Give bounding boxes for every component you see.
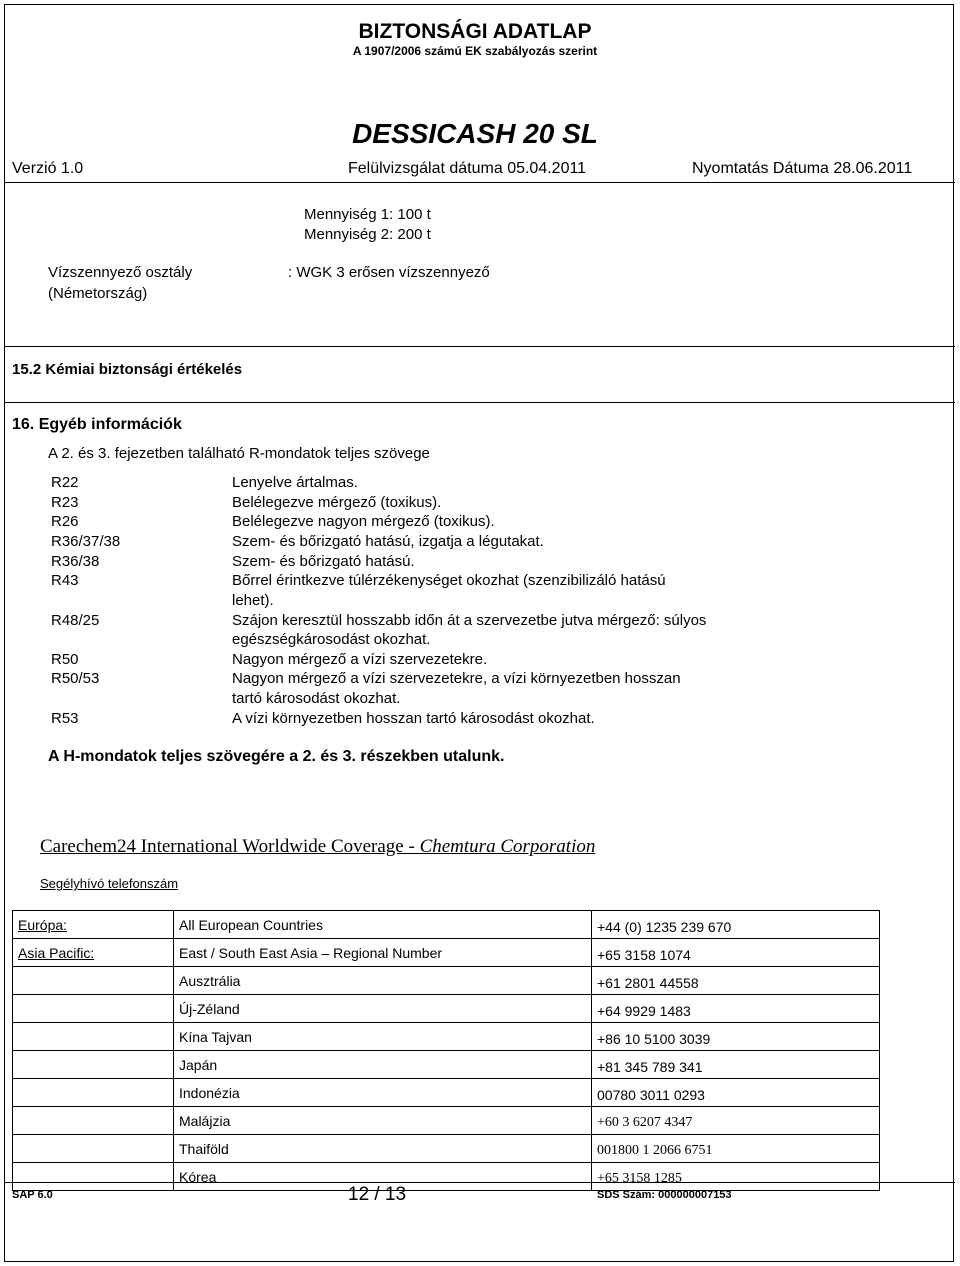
footer-page-number: 12 / 13: [348, 1184, 407, 1205]
region-cell: [13, 1107, 174, 1135]
section-15-2-heading: 15.2 Kémiai biztonsági értékelés: [12, 361, 243, 378]
table-row: [13, 967, 880, 995]
footer-sds-number: SDS Szám: 000000007153: [597, 1189, 732, 1201]
r-phrase-text: A vízi környezetben hosszan tartó károsodást okozhat.: [232, 710, 595, 727]
footer-sap-version: SAP 6.0: [12, 1189, 53, 1201]
phone-cell: 00780 3011 0293: [592, 1079, 880, 1107]
area-cell: Indonézia: [174, 1079, 592, 1107]
document-title: BIZTONSÁGI ADATLAP: [358, 20, 592, 43]
r-phrase-code: R53: [51, 710, 79, 727]
area-cell: All European Countries: [174, 911, 592, 939]
r-phrase-text: Belélegezve nagyon mérgező (toxikus).: [232, 513, 495, 530]
r-phrase-text: Bőrrel érintkezve túlérzékenységet okozhat (szenzibilizáló hatású: [232, 572, 666, 589]
r-phrase-code: R50/53: [51, 670, 100, 687]
area-cell: East / South East Asia – Regional Number: [174, 939, 592, 967]
r-phrase-text: Szájon keresztül hosszabb időn át a szervezetbe jutva mérgező: súlyos: [232, 612, 707, 629]
quantity-1: Mennyiség 1: 100 t: [304, 206, 431, 223]
r-phrase-text-continued: egészségkárosodást okozhat.: [232, 631, 431, 648]
r-phrase-text: Szem- és bőrizgató hatású.: [232, 553, 415, 570]
review-date: Felülvizsgálat dátuma 05.04.2011: [348, 160, 587, 177]
emergency-title-company: Chemtura Corporation: [419, 836, 596, 857]
product-name: DESSICASH 20 SL: [352, 118, 598, 149]
area-cell: Kína Tajvan: [174, 1023, 592, 1051]
phone-cell: +64 9929 1483: [592, 995, 880, 1023]
region-cell: Európa:: [13, 911, 174, 939]
region-cell: [13, 1079, 174, 1107]
r-phrase-code: R43: [51, 572, 79, 589]
table-row: [13, 995, 880, 1023]
r-phrase-text: Lenyelve ártalmas.: [232, 474, 358, 491]
phone-cell: +61 2801 44558: [592, 967, 880, 995]
region-cell: [13, 1051, 174, 1079]
table-row: [13, 1079, 880, 1107]
phone-cell: +44 (0) 1235 239 670: [592, 911, 880, 939]
r-phrase-text-continued: tartó károsodást okozhat.: [232, 690, 401, 707]
r-phrase-code: R22: [51, 474, 79, 491]
phone-cell: +65 3158 1285: [592, 1163, 880, 1191]
table-row: [13, 1023, 880, 1051]
area-cell: Kórea: [174, 1163, 592, 1191]
water-class-value: : WGK 3 erősen vízszennyező: [288, 264, 490, 281]
area-cell: Thaiföld: [174, 1135, 592, 1163]
region-cell: [13, 1135, 174, 1163]
region-cell: [13, 995, 174, 1023]
phone-cell: 001800 1 2066 6751: [592, 1135, 880, 1163]
water-class-label-line1: Vízszennyező osztály: [48, 264, 193, 281]
table-row: [13, 939, 880, 967]
phone-cell: +81 345 789 341: [592, 1051, 880, 1079]
table-row: [13, 1051, 880, 1079]
r-phrase-text: Nagyon mérgező a vízi szervezetekre, a vízi környezetben hosszan: [232, 670, 681, 687]
phone-cell: +60 3 6207 4347: [592, 1107, 880, 1135]
r-phrase-code: R50: [51, 651, 79, 668]
version-label: Verzió 1.0: [12, 160, 84, 177]
area-cell: Malájzia: [174, 1107, 592, 1135]
r-phrase-text: Szem- és bőrizgató hatású, izgatja a légutakat.: [232, 533, 544, 550]
document-subtitle: A 1907/2006 számú EK szabályozás szerint: [352, 44, 598, 58]
emergency-contacts-table: [12, 910, 880, 1191]
section-divider-16: [5, 402, 955, 403]
r-phrase-code: R23: [51, 494, 79, 511]
region-cell: [13, 1023, 174, 1051]
region-cell: Asia Pacific:: [13, 939, 174, 967]
water-class-label-line2: (Németország): [48, 285, 148, 302]
table-row: [13, 911, 880, 939]
phone-cell: +86 10 5100 3039: [592, 1023, 880, 1051]
emergency-title-main: Carechem24 International Worldwide Coverage -: [40, 836, 420, 857]
table-row: [13, 1163, 880, 1191]
phone-cell: +65 3158 1074: [592, 939, 880, 967]
r-phrase-text: Nagyon mérgező a vízi szervezetekre.: [232, 651, 488, 668]
emergency-title: [40, 836, 595, 858]
r-phrases-intro: A 2. és 3. fejezetben található R-mondatok teljes szövege: [48, 445, 430, 462]
r-phrase-code: R48/25: [51, 612, 100, 629]
quantity-2: Mennyiség 2: 200 t: [304, 226, 431, 243]
r-phrase-text: Belélegezve mérgező (toxikus).: [232, 494, 442, 511]
print-date: Nyomtatás Dátuma 28.06.2011: [692, 160, 913, 177]
r-phrase-code: R36/38: [51, 553, 100, 570]
section-16-heading: 16. Egyéb információk: [12, 416, 182, 433]
footer-divider: [5, 1182, 955, 1183]
area-cell: Japán: [174, 1051, 592, 1079]
emergency-phone-heading: Segélyhívó telefonszám: [40, 876, 179, 891]
h-statements-note: A H-mondatok teljes szövegére a 2. és 3. részekben utalunk.: [48, 748, 505, 765]
table-row: [13, 1107, 880, 1135]
area-cell: Új-Zéland: [174, 995, 592, 1023]
area-cell: Ausztrália: [174, 967, 592, 995]
section-divider-15-2: [5, 346, 955, 347]
r-phrase-code: R36/37/38: [51, 533, 121, 550]
header-divider: [5, 182, 955, 183]
r-phrase-text-continued: lehet).: [232, 592, 274, 609]
region-cell: [13, 967, 174, 995]
table-row: [13, 1135, 880, 1163]
region-cell: [13, 1163, 174, 1191]
r-phrase-code: R26: [51, 513, 79, 530]
